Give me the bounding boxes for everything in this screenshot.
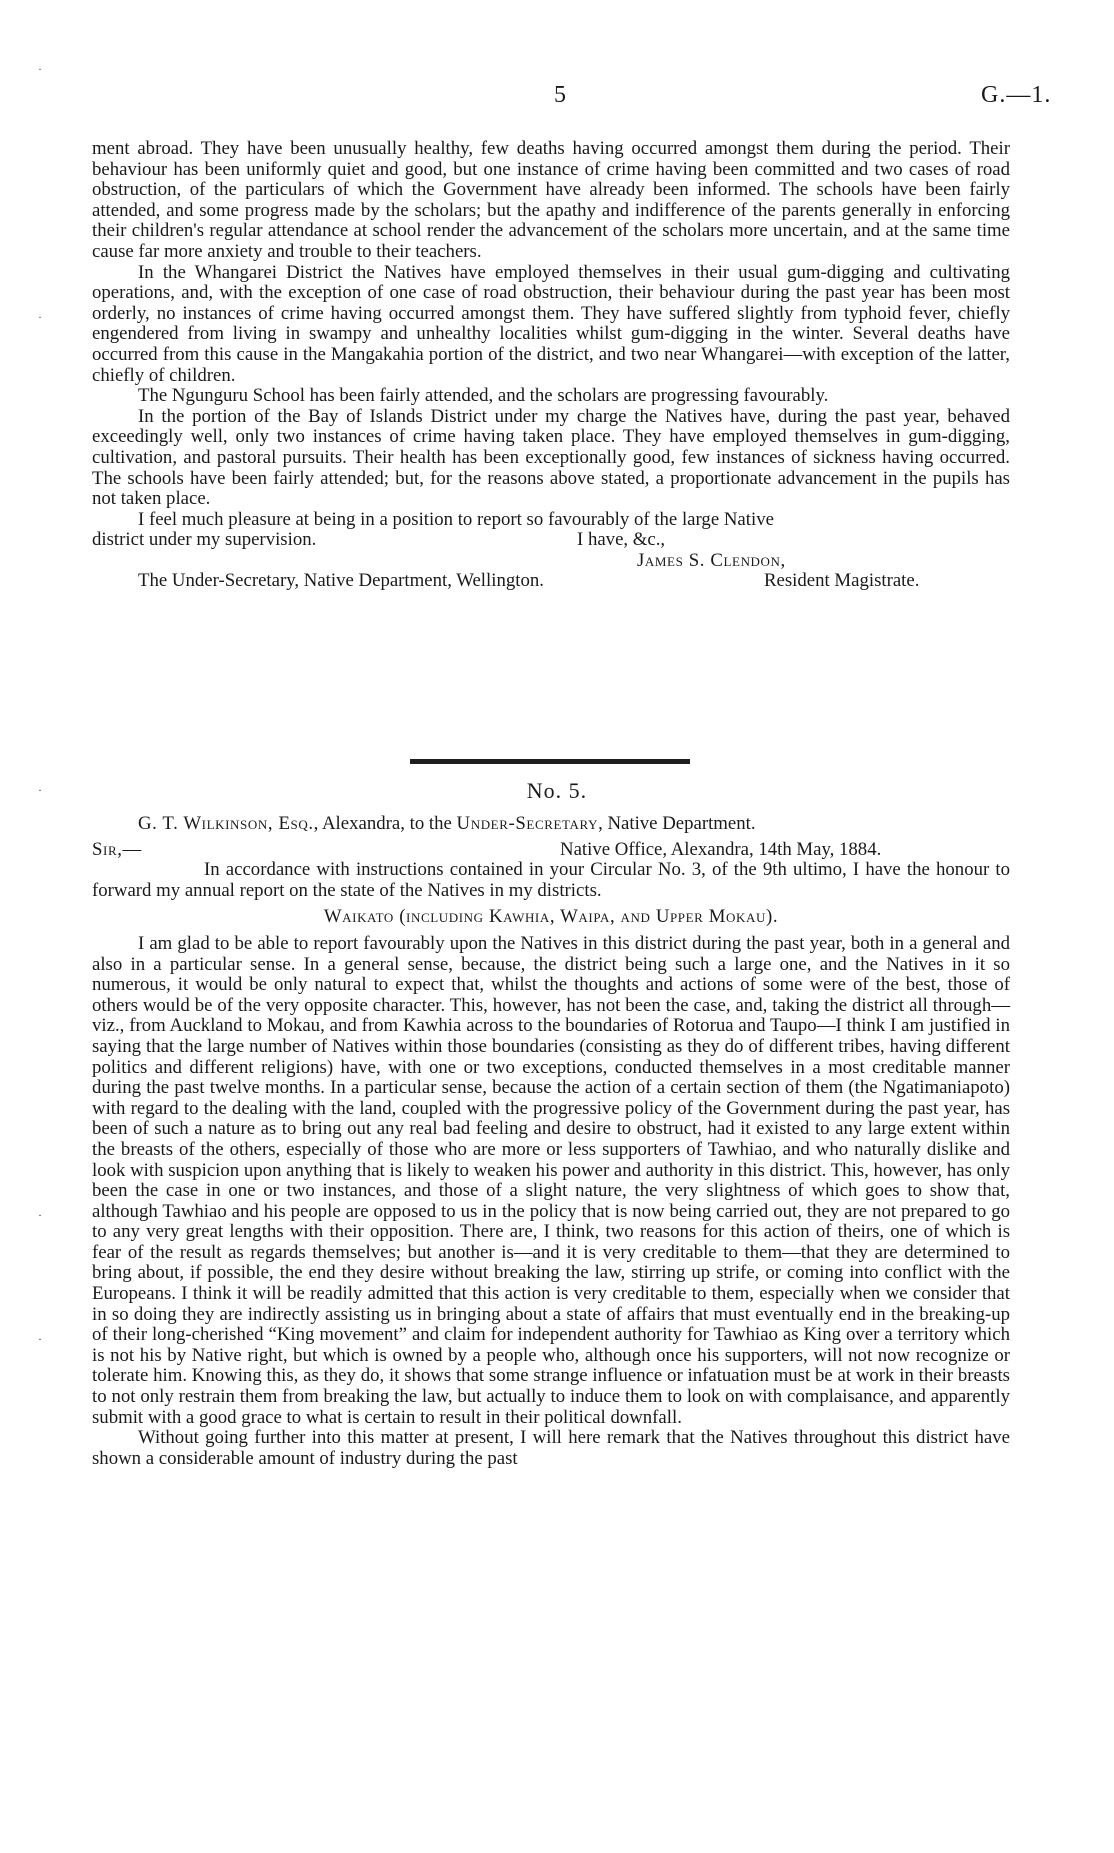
page-number: 5 [554, 82, 566, 108]
letter-number-heading: No. 5. [526, 778, 588, 803]
closing-line [92, 530, 1010, 551]
place-date: Native Office, Alexandra, 14th May, 1884. [560, 838, 882, 860]
body-paragraph: In the Whangarei District the Natives have employed themselves in their usual gum-digging and cultivating operations, and, with the exception of one case of road obstruction, their behaviour during the past year has been most orderly, no instances of crime having occurred amongst them. They have suffered slightly from typhoid fever, chiefly engendered from living in swampy and unhealthy localities whilst gum-digging in the winter. Several deaths have occurred from this cause in the Mangakahia portion of the district, and two near Whangarei—with exception of the latter, chiefly of children. [92, 261, 1010, 386]
section-divider [0, 759, 1114, 765]
signatory-title: Resident Magistrate. [764, 570, 920, 592]
signature: James S. Clendon, [637, 549, 786, 571]
complimentary-close: I have, &c., [577, 529, 666, 551]
district-subheading: Waikato (including Kawhia, Waipa, and Upper Mokau). [323, 906, 779, 928]
salutation-line [92, 840, 1010, 861]
recipient-department: , Native Department. [598, 813, 756, 834]
body-paragraph: I feel much pleasure at being in a position to report so favourably of the large Native [138, 508, 774, 530]
closing-text: district under my supervision. [92, 529, 317, 551]
recipient-name: Under-Secretary [456, 813, 599, 834]
document-reference: G.—1. [981, 82, 1052, 108]
margin-mark: · [38, 1332, 42, 1346]
previous-report-section [92, 139, 1010, 592]
from-line-mid: , Alexandra, to the [313, 813, 457, 834]
divider-rule [410, 759, 690, 764]
salutation: Sir,— [92, 838, 142, 860]
margin-mark: · [38, 783, 42, 797]
addressee-line [92, 571, 1010, 592]
margin-mark: · [38, 1208, 42, 1222]
body-paragraph: Without going further into this matter at present, I will here remark that the Natives throughout this district have shown a considerable amount of industry during the past [92, 1427, 1010, 1469]
margin-mark: · [38, 310, 42, 324]
body-paragraph: The Ngunguru School has been fairly attended, and the scholars are progressing favourably. [138, 385, 829, 407]
body-paragraph: In the portion of the Bay of Islands District under my charge the Natives have, during the past year, behaved exceedingly well, only two instances of crime having taken place. They have employed themselves in gum-digging, cultivation, and pastoral pursuits. Their health has been exceptionally good, few instances of sickness having occurred. The schools have been fairly attended; but, for the reasons above stated, a proportionate advancement in the pupils has not taken place. [92, 405, 1010, 510]
addressee: The Under-Secretary, Native Department, Wellington. [138, 570, 544, 592]
body-paragraph: I am glad to be able to report favourably upon the Natives in this district during the past year, both in a general and also in a particular sense. In a general sense, because, the district being such a large one, and the Natives in it so numerous, it would be only natural to expect that, whilst the thoughts and actions of some were of the best, those of others would be of the very opposite character. This, however, has not been the case, and, taking the district all through—viz., from Auckland to Mokau, and from Kawhia across to the boundaries of Rotorua and Taupo—I think I am justified in saying that the large number of Natives within those boundaries (consisting as they do of different tribes, having different politics and different religions) have, with one or two exceptions, conducted themselves in a most creditable manner during the past twelve months. In a particular sense, because the action of a certain section of them (the Ngatimaniapoto) with regard to the dealing with the land, coupled with the progressive policy of the Government during the past year, has been of such a nature as to bring out any real bad feeling and desire to obstruct, had it existed to any large extent within the breasts of the others, especially of those who are more or less supporters of Tawhiao, and who naturally dislike and look with suspicion upon anything that is likely to weaken his power and authority in this district. This, however, has only been the case in one or two instances, and those of a slight nature, the very slightness of which goes to show that, although Tawhiao and his people are opposed to us in the policy that is now being carried out, they are not prepared to go to any very great lengths with their opposition. There are, I think, two reasons for this action of theirs, one of which is fear of the result as regards themselves; but another is—and it is very creditable to them—that they are determined to bring about, if possible, the end they desire without breaking the law, stirring up strife, or coming into conflict with the Europeans. I think it will be readily admitted that this action is very creditable to them, especially when we consider that in so doing they are indirectly assisting us in bringing about a state of affairs that must eventually end in the breaking-up of their long-cherished “King movement” and claim for independent authority for Tawhiao as King over a territory which is not his by Native right, but which is owned by a people who, although once his supporters, will not now recognize or tolerate him. Knowing this, as they do, it shows that some strange influence or infatuation must be at work in their breasts to not only restrain them from breaking the law, but actually to induce them to look on with complaisance, and apparently submit with a good grace to what is certain to result in their political downfall. [92, 932, 1010, 1428]
sender-name: G. T. Wilkinson, Esq. [138, 813, 314, 834]
intro-paragraph: In accordance with instructions contained in your Circular No. 3, of the 9th ultimo, I have the honour to forward my annual report on the state of the Natives in my districts. [92, 859, 1010, 901]
margin-mark: · [38, 62, 42, 76]
from-line [92, 814, 1010, 835]
signature-line [92, 551, 1010, 572]
letter-no5-section [92, 814, 1010, 1469]
body-paragraph: ment abroad. They have been unusually healthy, few deaths having occurred amongst them during the period. Their behaviour has been uniformly quiet and good, but one instance of crime having been committed and two cases of road obstruction, of the particulars of which the Government have already been informed. The schools have been fairly attended, and some progress made by the scholars; but the apathy and indifference of the parents generally in enforcing their children's regular attendance at school render the advancement of the scholars more uncertain, and at the same time cause far more anxiety and trouble to their teachers. [92, 138, 1010, 262]
